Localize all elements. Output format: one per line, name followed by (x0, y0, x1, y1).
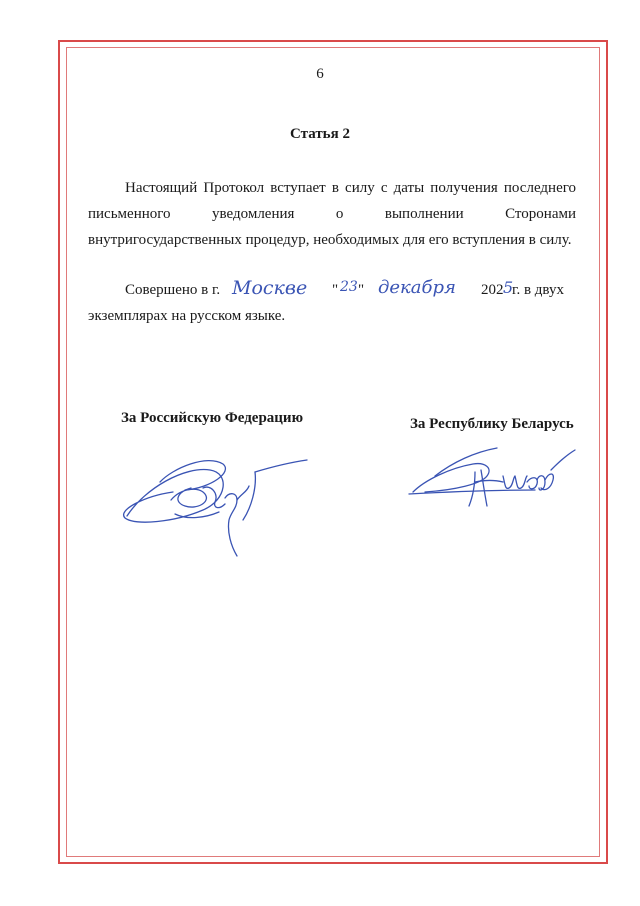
day-close-quote: " (358, 282, 365, 298)
year-printed: 202 (481, 282, 504, 298)
handwritten-city: Москве (232, 277, 308, 299)
signature-belarus (405, 440, 585, 515)
done-continuation: экземплярах на русском языке. (88, 308, 286, 324)
signatory-label-belarus: За Республику Беларусь (410, 416, 574, 432)
handwritten-day: 23 (340, 279, 358, 295)
day-open-quote: " (332, 282, 339, 298)
article-title: Статья 2 (290, 126, 350, 142)
year-suffix: г. в двух (512, 282, 564, 298)
page-number: 6 (316, 66, 324, 82)
done-prefix: Совершено в г. (125, 282, 221, 298)
signature-russia (115, 448, 315, 563)
handwritten-year-digit: 5 (503, 278, 514, 297)
article-paragraph: Настоящий Протокол вступает в силу с даты получения последнего письменного уведомления о выполнении Сторонами внутригосударственных процедур, необходимых для его вступления в силу. (88, 180, 576, 248)
handwritten-month: декабря (378, 277, 456, 298)
signatory-label-russia: За Российскую Федерацию (121, 410, 304, 426)
